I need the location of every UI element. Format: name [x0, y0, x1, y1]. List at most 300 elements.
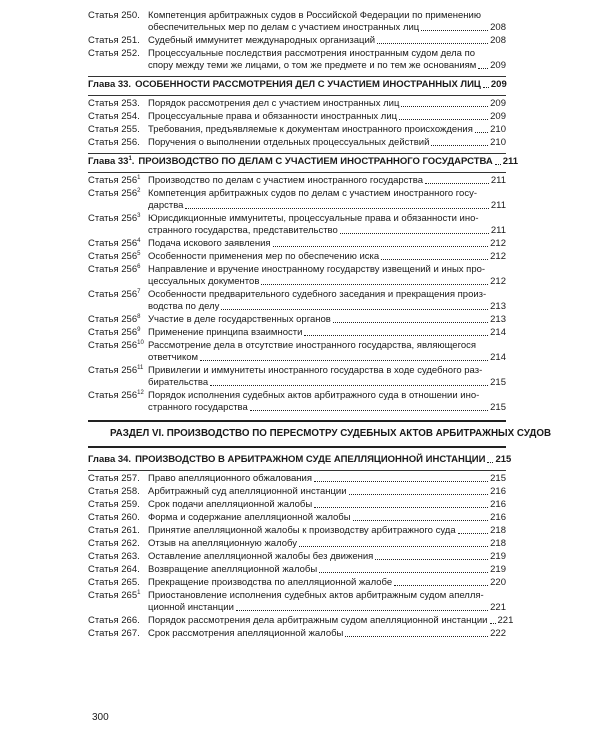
- article-number: Статья 261.: [88, 525, 140, 536]
- toc-group-part2: [88, 98, 506, 149]
- entry-text-last-line: ционной инстанции: [148, 602, 234, 613]
- toc-entry: [88, 512, 506, 524]
- toc-entry: [88, 499, 506, 511]
- article-superscript: 10: [137, 339, 144, 346]
- article-label: [88, 35, 148, 47]
- section-divider: [88, 420, 506, 422]
- article-superscript: 7: [137, 288, 141, 295]
- article-label: [88, 48, 148, 60]
- article-label: [88, 486, 148, 498]
- toc-entry: [88, 327, 506, 339]
- entry-body: [135, 454, 511, 466]
- entry-leader-line: [148, 327, 506, 339]
- page-ref: 216: [490, 512, 506, 523]
- toc-entry: [88, 486, 506, 498]
- page-ref: 209: [490, 98, 506, 109]
- article-number: Статья 265: [88, 590, 138, 601]
- entry-body: [148, 314, 506, 326]
- dot-leader: [236, 610, 488, 611]
- toc-chapter-33-1: [88, 155, 519, 168]
- entry-leader-line: [148, 551, 506, 563]
- entry-text-first-lines: Процессуальные последствия рассмотрения иностранным судом дела по: [148, 48, 476, 59]
- toc-entry: [88, 10, 506, 34]
- divider: [88, 95, 506, 96]
- entry-body: [148, 111, 506, 123]
- entry-body: [148, 538, 506, 550]
- page-ref: 218: [490, 538, 506, 549]
- chapter-number: Глава 33: [88, 156, 129, 167]
- article-number: Статья 256: [88, 238, 138, 249]
- entry-leader-line: [148, 377, 506, 389]
- entry-body: [148, 525, 506, 537]
- entry-text-last-line: Особенности применения мер по обеспечению иска: [148, 251, 380, 262]
- article-label: [88, 111, 148, 123]
- dot-leader: [495, 164, 501, 165]
- article-number: Статья 256: [88, 175, 138, 186]
- page-ref: 213: [490, 301, 506, 312]
- dot-leader: [377, 43, 488, 44]
- entry-text-first-lines: Компетенция арбитражных судов по делам с участием иностранного госу-: [148, 188, 477, 199]
- entry-body: [148, 512, 506, 524]
- entry-leader-line: [148, 22, 506, 34]
- entry-leader-line: [148, 137, 506, 149]
- article-label: [88, 175, 148, 187]
- toc-chapter-34: [88, 454, 512, 466]
- dot-leader: [340, 233, 489, 234]
- entry-leader-line: [148, 276, 506, 288]
- article-superscript: 3: [137, 212, 141, 219]
- article-number: Статья 256: [88, 327, 138, 338]
- toc-entry: [88, 551, 506, 563]
- page-ref: 211: [490, 225, 506, 236]
- article-number: Статья 265.: [88, 577, 140, 588]
- entry-body: [148, 390, 506, 414]
- dot-leader: [314, 507, 488, 508]
- toc-entry: [88, 137, 506, 149]
- toc-entry: [88, 188, 506, 212]
- entry-body: [148, 213, 506, 237]
- dot-leader: [319, 572, 488, 573]
- dot-leader: [273, 246, 489, 247]
- page-ref: 212: [490, 276, 506, 287]
- entry-text-first-lines: Привилегии и иммунитеты иностранного государства в ходе судебного раз-: [148, 365, 483, 376]
- entry-text-last-line: Поручения о выполнении отдельных процессуальных действий: [148, 137, 430, 148]
- article-label: [88, 213, 148, 225]
- toc-entry: [88, 213, 506, 237]
- dot-leader: [250, 410, 488, 411]
- article-number: Статья 252.: [88, 48, 140, 59]
- entry-body: [148, 251, 506, 263]
- toc-entry: [88, 365, 506, 389]
- dot-leader: [401, 106, 488, 107]
- entry-text-last-line: Применение принципа взаимности: [148, 327, 303, 338]
- article-label: [88, 289, 148, 301]
- entry-text-last-line: Процессуальные права и обязанности иностранных лиц: [148, 111, 398, 122]
- divider: [88, 172, 506, 173]
- toc-entry: [88, 238, 506, 250]
- page-ref: 210: [490, 124, 506, 135]
- divider: [88, 153, 506, 154]
- article-superscript: 6: [137, 263, 141, 270]
- page-ref: 220: [490, 577, 506, 588]
- article-label: [88, 238, 148, 250]
- article-number: Статья 254.: [88, 111, 140, 122]
- chapter-label: [88, 454, 131, 466]
- entry-leader-line: [148, 628, 506, 640]
- entry-leader-line: [148, 525, 506, 537]
- article-label: [88, 564, 148, 576]
- page-ref: 221: [497, 615, 514, 626]
- entry-body: [148, 98, 506, 110]
- entry-leader-line: [148, 352, 506, 364]
- entry-body: [148, 486, 506, 498]
- article-label: [88, 499, 148, 511]
- article-superscript: 1: [137, 174, 141, 181]
- article-superscript: 11: [137, 364, 144, 371]
- entry-leader-line: [148, 60, 506, 72]
- dot-leader: [458, 533, 489, 534]
- page-ref: 212: [490, 251, 506, 262]
- chapter-number: Глава 34.: [88, 454, 132, 465]
- chapter-heading: [88, 79, 506, 91]
- page-ref: 208: [490, 22, 506, 33]
- article-label: [88, 124, 148, 136]
- article-number: Статья 256: [88, 213, 138, 224]
- entry-text-last-line: Порядок рассмотрения дел с участием иностранных лиц: [148, 98, 400, 109]
- toc-group-part1: [88, 10, 506, 72]
- entry-text-last-line: дарства: [148, 200, 184, 211]
- page-ref: 216: [490, 499, 506, 510]
- dot-leader: [353, 520, 489, 521]
- entry-text-last-line: Производство по делам с участием иностранного государства: [148, 175, 424, 186]
- article-number: Статья 256: [88, 314, 138, 325]
- entry-body: [148, 340, 506, 364]
- article-number: Статья 262.: [88, 538, 140, 549]
- toc-group-part3: [88, 175, 506, 414]
- entry-body: [148, 289, 506, 313]
- page-ref: 212: [490, 238, 506, 249]
- article-superscript: 1: [128, 155, 132, 162]
- dot-leader: [487, 462, 493, 463]
- article-label: [88, 577, 148, 589]
- article-number: Статья 266.: [88, 615, 140, 626]
- article-label: [88, 615, 148, 627]
- dot-leader: [421, 30, 488, 31]
- entry-leader-line: [135, 454, 511, 466]
- entry-body: [148, 628, 506, 640]
- toc-entry: [88, 628, 506, 640]
- page-ref: 215: [490, 402, 506, 413]
- entry-text-last-line: Участие в деле государственных органов: [148, 314, 331, 325]
- dot-leader: [304, 335, 488, 336]
- entry-text-last-line: Подача искового заявления: [148, 238, 271, 249]
- toc-entry: [88, 538, 506, 550]
- divider: [88, 76, 506, 77]
- toc-entry: [88, 525, 506, 537]
- article-number: Статья 251.: [88, 35, 140, 46]
- article-label: [88, 137, 148, 149]
- entry-body: [135, 79, 507, 91]
- entry-leader-line: [148, 301, 506, 313]
- dot-leader: [399, 119, 488, 120]
- entry-text-last-line: ответчиком: [148, 352, 199, 363]
- toc-entry: [88, 175, 506, 187]
- toc-entry: [88, 473, 506, 485]
- entry-text-last-line: ПРОИЗВОДСТВО ПО ДЕЛАМ С УЧАСТИЕМ ИНОСТРАННОГО ГОСУДАРСТВА: [138, 156, 493, 167]
- dot-leader: [221, 309, 488, 310]
- entry-text-first-lines: Особенности предварительного судебного заседания и прекращения произ-: [148, 289, 487, 300]
- entry-text-last-line: цессуальных документов: [148, 276, 260, 287]
- dot-leader: [345, 636, 488, 637]
- dot-leader: [210, 385, 488, 386]
- article-label: [88, 551, 148, 563]
- entry-leader-line: [148, 111, 506, 123]
- page-ref: 222: [490, 628, 506, 639]
- article-number: Статья 256: [88, 340, 138, 351]
- article-number: Статья 256.: [88, 137, 140, 148]
- page-ref: 218: [490, 525, 506, 536]
- article-label: [88, 590, 148, 602]
- entry-body: [148, 327, 506, 339]
- article-number: Статья 257.: [88, 473, 140, 484]
- article-superscript: 2: [137, 187, 141, 194]
- entry-text-first-lines: Компетенция арбитражных судов в Российской Федерации по применению: [148, 10, 481, 21]
- entry-leader-line: [148, 124, 506, 136]
- article-label: [88, 340, 148, 352]
- dot-leader: [185, 208, 488, 209]
- chapter-number: Глава 33.: [88, 79, 132, 90]
- entry-leader-line: [138, 156, 518, 168]
- entry-body: [148, 238, 506, 250]
- entry-leader-line: [148, 238, 506, 250]
- dot-leader: [261, 284, 488, 285]
- toc-entry: [88, 289, 506, 313]
- entry-text-last-line: обеспечительных мер по делам с участием иностранных лиц: [148, 22, 420, 33]
- entry-text-last-line: Срок подачи апелляционной жалобы: [148, 499, 313, 510]
- entry-text-last-line: водства по делу: [148, 301, 220, 312]
- table-of-contents: [88, 10, 552, 641]
- entry-leader-line: [148, 314, 506, 326]
- article-superscript: 12: [137, 389, 144, 396]
- toc-entry: [88, 35, 506, 47]
- entry-text-last-line: странного государства, представительство: [148, 225, 338, 236]
- page-ref: 215: [490, 473, 506, 484]
- entry-leader-line: [135, 79, 507, 91]
- chapter-heading: [88, 155, 519, 168]
- entry-text-first-lines: Рассмотрение дела в отсутствие иностранного государства, являющегося: [148, 340, 477, 351]
- entry-text-last-line: Прекращение производства по апелляционной жалобе: [148, 577, 393, 588]
- toc-entry: [88, 314, 506, 326]
- dot-leader: [375, 559, 488, 560]
- toc-entry: [88, 615, 514, 627]
- dot-leader: [490, 623, 496, 624]
- page-ref: 213: [490, 314, 506, 325]
- entry-body: [148, 10, 506, 34]
- article-number: Статья 256: [88, 251, 138, 262]
- entry-body: [148, 473, 506, 485]
- toc-entry: [88, 251, 506, 263]
- page-ref: 208: [490, 35, 506, 46]
- article-number: Статья 256: [88, 289, 138, 300]
- entry-text-last-line: Право апелляционного обжалования: [148, 473, 312, 484]
- chapter-label: [88, 156, 134, 168]
- page-ref: 211: [490, 175, 506, 186]
- page-ref: 209: [490, 111, 506, 122]
- entry-leader-line: [148, 175, 506, 187]
- article-label: [88, 525, 148, 537]
- toc-entry: [88, 111, 506, 123]
- page-ref: 215: [495, 454, 512, 465]
- entry-text-last-line: Арбитражный суд апелляционной инстанции: [148, 486, 347, 497]
- entry-body: [148, 175, 506, 187]
- article-number: Статья 259.: [88, 499, 140, 510]
- article-superscript: 5: [137, 250, 141, 257]
- page-ref: 209: [490, 60, 506, 71]
- entry-text-last-line: Требования, предъявляемые к документам иностранного происхождения: [148, 124, 473, 135]
- entry-leader-line: [148, 35, 506, 47]
- page-ref: 211: [490, 200, 506, 211]
- dot-leader: [483, 87, 489, 88]
- toc-entry: [88, 590, 506, 614]
- article-label: [88, 538, 148, 550]
- entry-text-last-line: ПРОИЗВОДСТВО В АРБИТРАЖНОМ СУДЕ АПЕЛЛЯЦИОННОЙ ИНСТАНЦИИ: [135, 454, 486, 465]
- article-number: Статья 256: [88, 188, 138, 199]
- dot-leader: [431, 145, 488, 146]
- article-number: Статья 260.: [88, 512, 140, 523]
- page-ref: 211: [502, 156, 519, 167]
- section-divider: [88, 446, 506, 448]
- chapter-heading: [88, 454, 512, 466]
- dot-leader: [299, 546, 488, 547]
- entry-text-last-line: Возвращение апелляционной жалобы: [148, 564, 318, 575]
- entry-body: [148, 590, 506, 614]
- article-label: [88, 188, 148, 200]
- entry-text-last-line: Отзыв на апелляционную жалобу: [148, 538, 297, 549]
- entry-body: [148, 35, 506, 47]
- entry-leader-line: [148, 512, 506, 524]
- page-ref: 215: [490, 377, 506, 388]
- article-superscript: 8: [137, 313, 141, 320]
- article-label: [88, 628, 148, 640]
- page-ref: 216: [490, 486, 506, 497]
- dot-leader: [333, 322, 488, 323]
- entry-text-first-lines: Юрисдикционные иммунитеты, процессуальные права и обязанности ино-: [148, 213, 479, 224]
- entry-text-first-lines: Порядок исполнения судебных актов арбитражного суда в отношении ино-: [148, 390, 480, 401]
- page-ref: 214: [490, 352, 506, 363]
- article-label: [88, 264, 148, 276]
- article-label: [88, 98, 148, 110]
- entry-leader-line: [148, 200, 506, 212]
- entry-text-last-line: Форма и содержание апелляционной жалобы: [148, 512, 351, 523]
- article-superscript: 4: [137, 237, 141, 244]
- entry-text-first-lines: Направление и вручение иностранному государству извещений и иных про-: [148, 264, 486, 275]
- entry-leader-line: [148, 98, 506, 110]
- entry-body: [138, 156, 518, 168]
- dot-leader: [425, 183, 489, 184]
- article-label: [88, 314, 148, 326]
- article-number: Статья 256: [88, 390, 138, 401]
- toc-entry: [88, 340, 506, 364]
- page-ref: 209: [490, 79, 507, 90]
- article-superscript: 1: [137, 589, 141, 596]
- article-superscript: 9: [137, 326, 141, 333]
- article-number: Статья 267.: [88, 628, 140, 639]
- dot-leader: [200, 360, 488, 361]
- dot-leader: [314, 481, 488, 482]
- toc-entry: [88, 577, 506, 589]
- toc-chapter-33: [88, 79, 506, 91]
- article-number: Статья 256: [88, 365, 138, 376]
- article-label: [88, 10, 148, 22]
- toc-entry: [88, 48, 506, 72]
- article-label: [88, 327, 148, 339]
- entry-text-first-lines: Приостановление исполнения судебных актов арбитражным судом апелля-: [148, 590, 484, 601]
- page-number: 300: [92, 712, 109, 723]
- dot-leader: [349, 494, 489, 495]
- article-number: Статья 256: [88, 264, 138, 275]
- entry-body: [148, 564, 506, 576]
- toc-entry: [88, 264, 506, 288]
- entry-leader-line: [148, 538, 506, 550]
- entry-text-last-line: Принятие апелляционной жалобы к производству арбитражного суда: [148, 525, 456, 536]
- article-number: Статья 250.: [88, 10, 140, 21]
- toc-entry: [88, 390, 506, 414]
- entry-text-last-line: Оставление апелляционной жалобы без движения: [148, 551, 374, 562]
- article-label: [88, 473, 148, 485]
- entry-leader-line: [148, 499, 506, 511]
- entry-text-last-line: Порядок рассмотрения дела арбитражным судом апелляционной инстанции: [148, 615, 488, 626]
- dot-leader: [381, 259, 488, 260]
- chapter-number-end: .: [131, 156, 135, 167]
- entry-body: [148, 124, 506, 136]
- entry-body: [148, 264, 506, 288]
- page-ref: 210: [490, 137, 506, 148]
- article-number: Статья 255.: [88, 124, 140, 135]
- entry-text-last-line: бирательства: [148, 377, 209, 388]
- dot-leader: [475, 132, 488, 133]
- page-ref: 221: [490, 602, 506, 613]
- page-ref: 219: [490, 551, 506, 562]
- entry-body: [148, 137, 506, 149]
- entry-text-last-line: Срок рассмотрения апелляционной жалобы: [148, 628, 344, 639]
- entry-body: [148, 615, 513, 627]
- entry-text-last-line: спору между теми же лицами, о том же предмете и по тем же основаниям: [148, 60, 477, 71]
- entry-leader-line: [148, 602, 506, 614]
- article-number: Статья 263.: [88, 551, 140, 562]
- entry-leader-line: [148, 473, 506, 485]
- dot-leader: [478, 68, 488, 69]
- entry-text-last-line: странного государства: [148, 402, 248, 413]
- article-label: [88, 512, 148, 524]
- article-number: Статья 258.: [88, 486, 140, 497]
- entry-body: [148, 365, 506, 389]
- entry-body: [148, 48, 506, 72]
- article-number: Статья 264.: [88, 564, 140, 575]
- toc-entry: [88, 564, 506, 576]
- toc-entry: [88, 98, 506, 110]
- entry-body: [148, 499, 506, 511]
- article-number: Статья 253.: [88, 98, 140, 109]
- entry-leader-line: [148, 486, 506, 498]
- toc-entry: [88, 124, 506, 136]
- entry-leader-line: [148, 615, 513, 627]
- entry-leader-line: [148, 564, 506, 576]
- divider: [88, 470, 506, 471]
- article-label: [88, 365, 148, 377]
- entry-leader-line: [148, 225, 506, 237]
- section-heading: РАЗДЕЛ VI. ПРОИЗВОДСТВО ПО ПЕРЕСМОТРУ СУДЕБНЫХ АКТОВ АРБИТРАЖНЫХ СУДОВ: [110, 428, 552, 439]
- article-label: [88, 390, 148, 402]
